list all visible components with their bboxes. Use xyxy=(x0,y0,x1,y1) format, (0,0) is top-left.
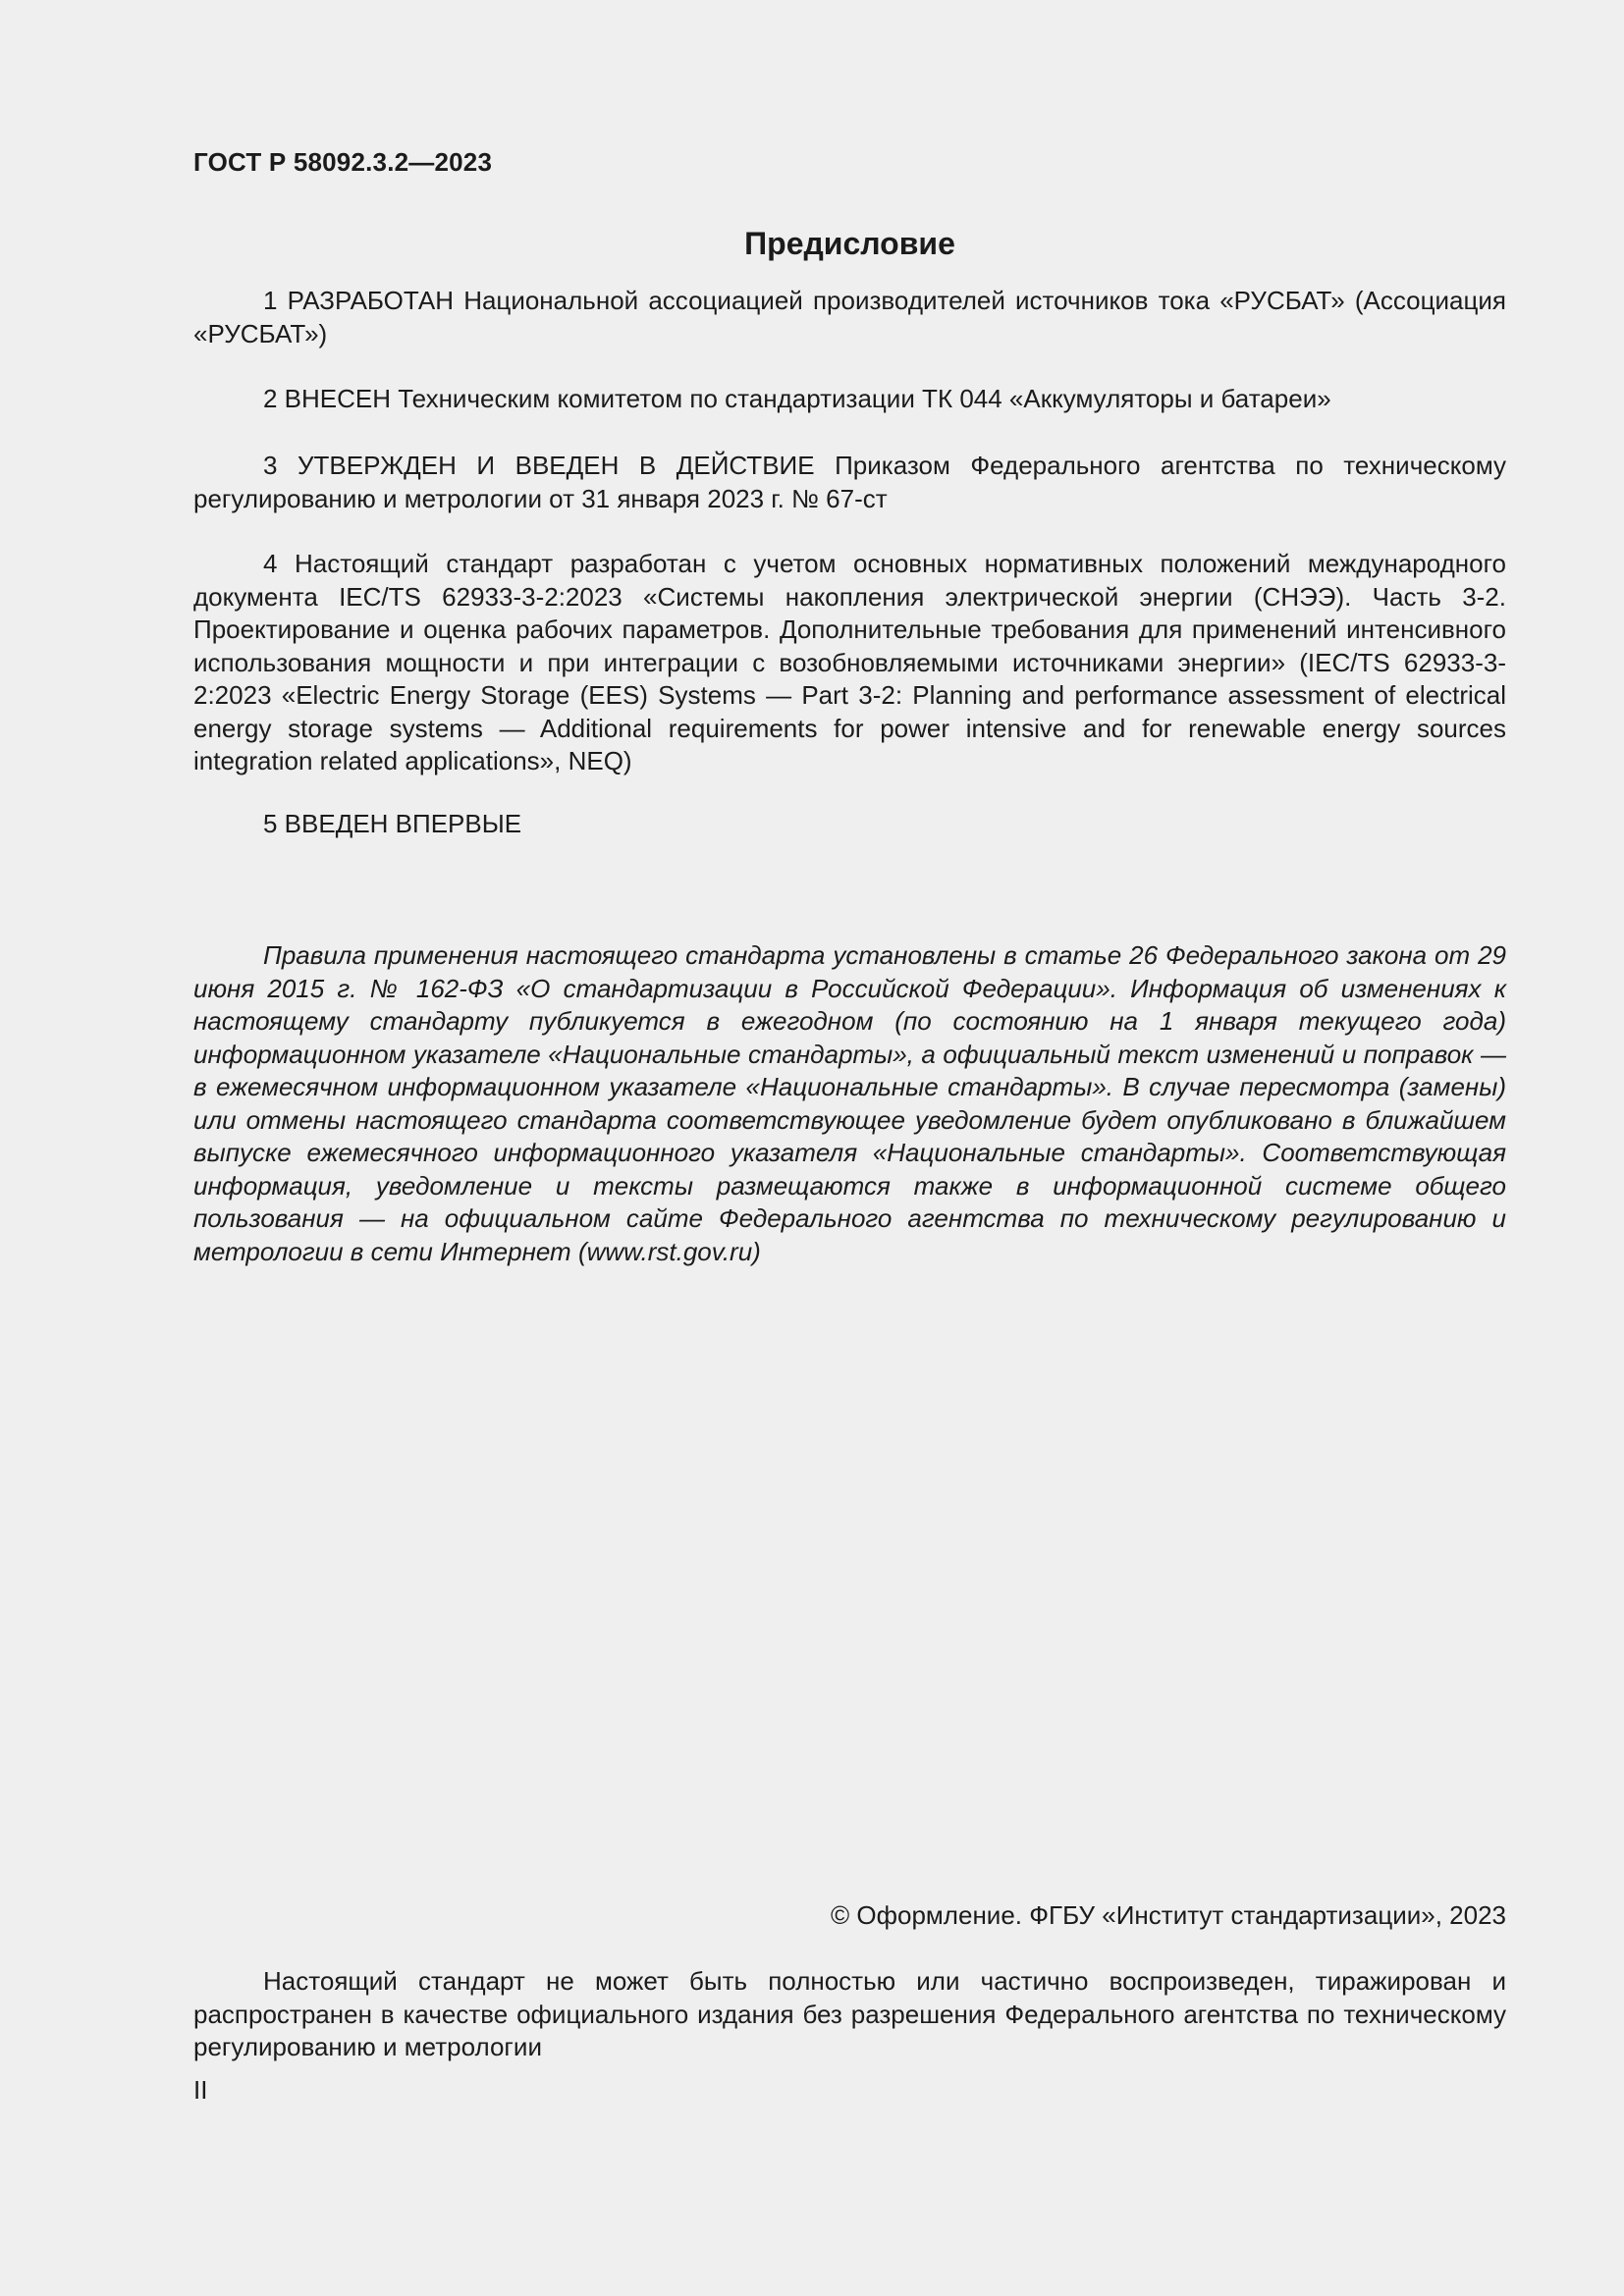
reproduction-notice: Настоящий стандарт не может быть полностью или частично воспроизведен, тиражирован и распространен в качестве официального издания без разрешения Федерального агентства по техническому регулированию и метрологии xyxy=(193,1966,1506,2061)
preface-item-1: 1 РАЗРАБОТАН Национальной ассоциацией производителей источников тока «РУСБАТ» (Ассоциация «РУСБАТ») xyxy=(193,286,1506,348)
document-page xyxy=(193,0,1506,2296)
page-number: II xyxy=(193,2075,208,2105)
page-title: Предисловие xyxy=(744,226,955,261)
copyright-line: © Оформление. ФГБУ «Институт стандартизации», 2023 xyxy=(831,1900,1506,1930)
application-rules-notice: Правила применения настоящего стандарта установлены в статье 26 Федерального закона от 29 июня 2015 г. № 162-ФЗ «О стандартизации в Российской Федерации». Информация об изменениях к настоящему стандарту публикуется в ежегодном (по состоянию на 1 января текущего года) информационном указателе «Национальные стандарты», а официальный текст изменений и поправок — в ежемесячном информационном указателе «Национальные стандарты». В случае пересмотра (замены) или отмены настоящего стандарта соответствующее уведомление будет опубликовано в ближайшем выпуске ежемесячного информационного указателя «Национальные стандарты». Соответствующая информация, уведомление и тексты размещаются также в информационной системе общего пользования — на официальном сайте Федерального агентства по техническому регулированию и метрологии в сети Интернет (www.rst.gov.ru) xyxy=(193,940,1506,1266)
preface-item-3: 3 УТВЕРЖДЕН И ВВЕДЕН В ДЕЙСТВИЕ Приказом Федерального агентства по техническому регулированию и метрологии от 31 января 2023 г. № 67-ст xyxy=(193,451,1506,513)
preface-item-4: 4 Настоящий стандарт разработан с учетом основных нормативных положений международного документа IEC/TS 62933-3-2:2023 «Системы накопления электрической энергии (СНЭЭ). Часть 3-2. Проектирование и оценка рабочих параметров. Дополнительные требования для применений интенсивного использования мощности и при интеграции с возобновляемыми источниками энергии» (IEC/TS 62933-3-2:2023 «Electric Energy Storage (EES) Systems — Part 3-2: Planning and performance assessment of electrical energy storage systems — Additional requirements for power intensive and for renewable energy sources integration related applications», NEQ) xyxy=(193,549,1506,775)
preface-item-2: 2 ВНЕСЕН Техническим комитетом по стандартизации ТК 044 «Аккумуляторы и батареи» xyxy=(263,384,1331,413)
standard-id-header: ГОСТ Р 58092.3.2—2023 xyxy=(193,147,493,177)
preface-item-5: 5 ВВЕДЕН ВПЕРВЫЕ xyxy=(263,809,522,838)
